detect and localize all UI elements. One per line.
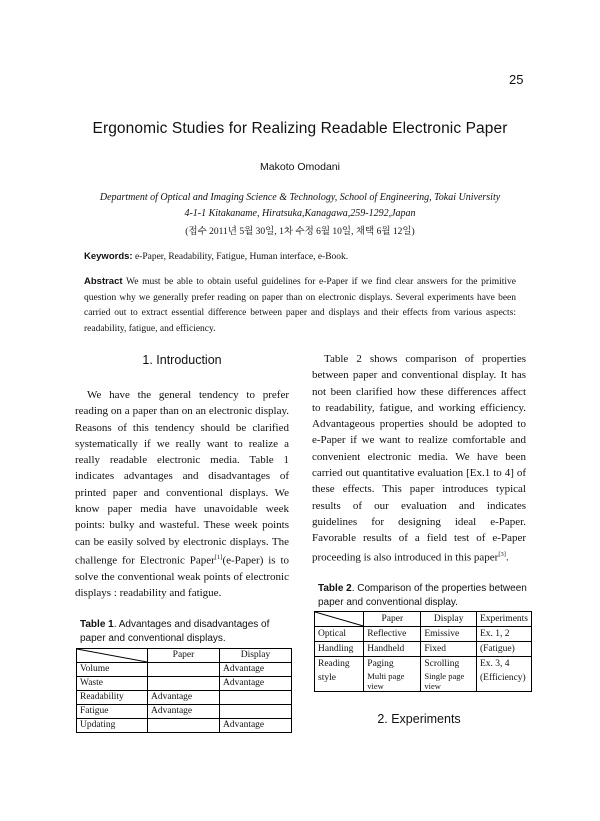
table-cell: (Efficiency) — [476, 671, 531, 692]
table-cell: (Fatigue) — [476, 642, 531, 657]
table-cell: Fatigue — [77, 705, 148, 719]
table-cell: Fixed — [421, 642, 477, 657]
affiliation-line-2: 4-1-1 Kitakaname, Hiratsuka,Kanagawa,259-1292,Japan — [184, 208, 416, 219]
section-1-heading: 1. Introduction — [142, 353, 222, 367]
page-number: 25 — [509, 72, 524, 87]
table-cell: Advantage — [220, 719, 292, 733]
intro-ref-1: [1] — [214, 553, 223, 561]
table-cell: Advantage — [220, 663, 292, 677]
table-row — [77, 663, 292, 677]
right-ref-3: [3] — [498, 550, 506, 558]
table-header-cell: Experiments — [476, 612, 531, 627]
table-1-label: Table 1 — [80, 619, 114, 630]
abstract-text: We must be able to obtain useful guidelines for e-Paper if we find clear answers for the primitive question why we generally prefer reading on paper than on electronic displays. Several experiments have been carried out to extract essential difference between paper and displays and their effects from various aspects: readability, fatigue, and efficiency. — [84, 277, 516, 334]
table-2 — [314, 611, 532, 692]
table-cell: Handling — [315, 642, 364, 657]
abstract-label: Abstract — [84, 276, 123, 287]
table-cell: style — [315, 671, 364, 692]
table-cell: Advantage — [148, 691, 220, 705]
table-1-caption-text: . Advantages and disadvantages of paper and conventional displays. — [80, 619, 270, 644]
table-header-cell: Paper — [148, 649, 220, 663]
right-column-paragraph — [312, 351, 526, 566]
table-cell: Readability — [77, 691, 148, 705]
right-text-end: . — [505, 551, 509, 564]
intro-text-b: (e-Paper) is to solve the conventional weak points of electronic displays : readability and fatigue. — [75, 554, 289, 600]
table-cell: Updating — [77, 719, 148, 733]
table-cell: Ex. 1, 2 — [476, 627, 531, 642]
table-header-cell — [315, 612, 364, 627]
table-2-caption-text: . Comparison of the properties between paper and conventional display. — [318, 583, 527, 608]
table-header-cell: Paper — [364, 612, 421, 627]
table-cell — [148, 663, 220, 677]
table-row — [77, 719, 292, 733]
introduction-paragraph — [75, 387, 289, 602]
table-2-label: Table 2 — [318, 583, 352, 594]
table-cell — [220, 705, 292, 719]
table-row — [77, 649, 292, 663]
intro-text-a: We have the general tendency to prefer reading on a paper than on an electronic display. Reasons of this tendency should be clarified systematically if we really want to realize a really readable electronic media. Table 1 indicates advantages and disadvantages of printed paper and conventional displays. We know paper media have unavoidable week points: bulky and wasteful. These week points can be easily solved by electronic displays. The challenge for Electronic Paper — [75, 389, 289, 567]
table-row — [315, 627, 532, 642]
section-2-heading: 2. Experiments — [377, 712, 461, 726]
table-cell: Advantage — [148, 705, 220, 719]
table-row — [77, 691, 292, 705]
table-cell: Reflective — [364, 627, 421, 642]
table-cell: Single page view — [421, 671, 477, 692]
paper-title: Ergonomic Studies for Realizing Readable Electronic Paper — [92, 120, 508, 137]
table-cell: Advantage — [220, 677, 292, 691]
keywords — [84, 251, 348, 262]
keywords-text: e-Paper, Readability, Fatigue, Human interface, e-Book. — [132, 252, 349, 262]
table-cell: Handheld — [364, 642, 421, 657]
table-cell: Multi page view — [364, 671, 421, 692]
table-header-cell — [77, 649, 148, 663]
table-2-caption — [318, 582, 532, 610]
table-row — [315, 671, 532, 692]
right-text-a: Table 2 shows comparison of properties between paper and conventional display. It has not been clarified how these differences affect to readability, fatigue, and working efficiency. Advantageous properties should be adopted to e-Paper if we want to realize comfortable and convenient electronic media. We have been carried out quantitative evaluation [Ex.1 to 4] of these effects. This paper introduces typical results of our evaluation and indicates guidelines for designing ideal e-Paper. Favorable results of a field test of e-Paper proceeding is also introduced in this paper — [312, 353, 526, 564]
affiliation-line-1: Department of Optical and Imaging Science & Technology, School of Engineering, Tokai University — [99, 192, 501, 203]
table-row — [77, 677, 292, 691]
received-dates: (접수 2011년 5월 30일, 1차 수정 6월 10일, 채택 6월 12일) — [185, 227, 415, 237]
table-cell: Reading — [315, 657, 364, 672]
table-cell — [220, 691, 292, 705]
table-cell — [148, 719, 220, 733]
abstract — [84, 274, 516, 337]
table-cell: Volume — [77, 663, 148, 677]
table-cell: Emissive — [421, 627, 477, 642]
table-row — [315, 657, 532, 672]
table-row — [77, 705, 292, 719]
author-name: Makoto Omodani — [260, 161, 340, 173]
table-row — [315, 642, 532, 657]
table-1 — [76, 648, 292, 733]
keywords-label: Keywords: — [84, 251, 133, 262]
table-row — [315, 612, 532, 627]
table-cell: Waste — [77, 677, 148, 691]
table-header-cell: Display — [220, 649, 292, 663]
table-cell: Paging — [364, 657, 421, 672]
table-cell: Scrolling — [421, 657, 477, 672]
table-header-cell: Display — [421, 612, 477, 627]
table-cell: Optical — [315, 627, 364, 642]
table-cell: Ex. 3, 4 — [476, 657, 531, 672]
table-1-caption — [80, 618, 290, 646]
table-cell — [148, 677, 220, 691]
